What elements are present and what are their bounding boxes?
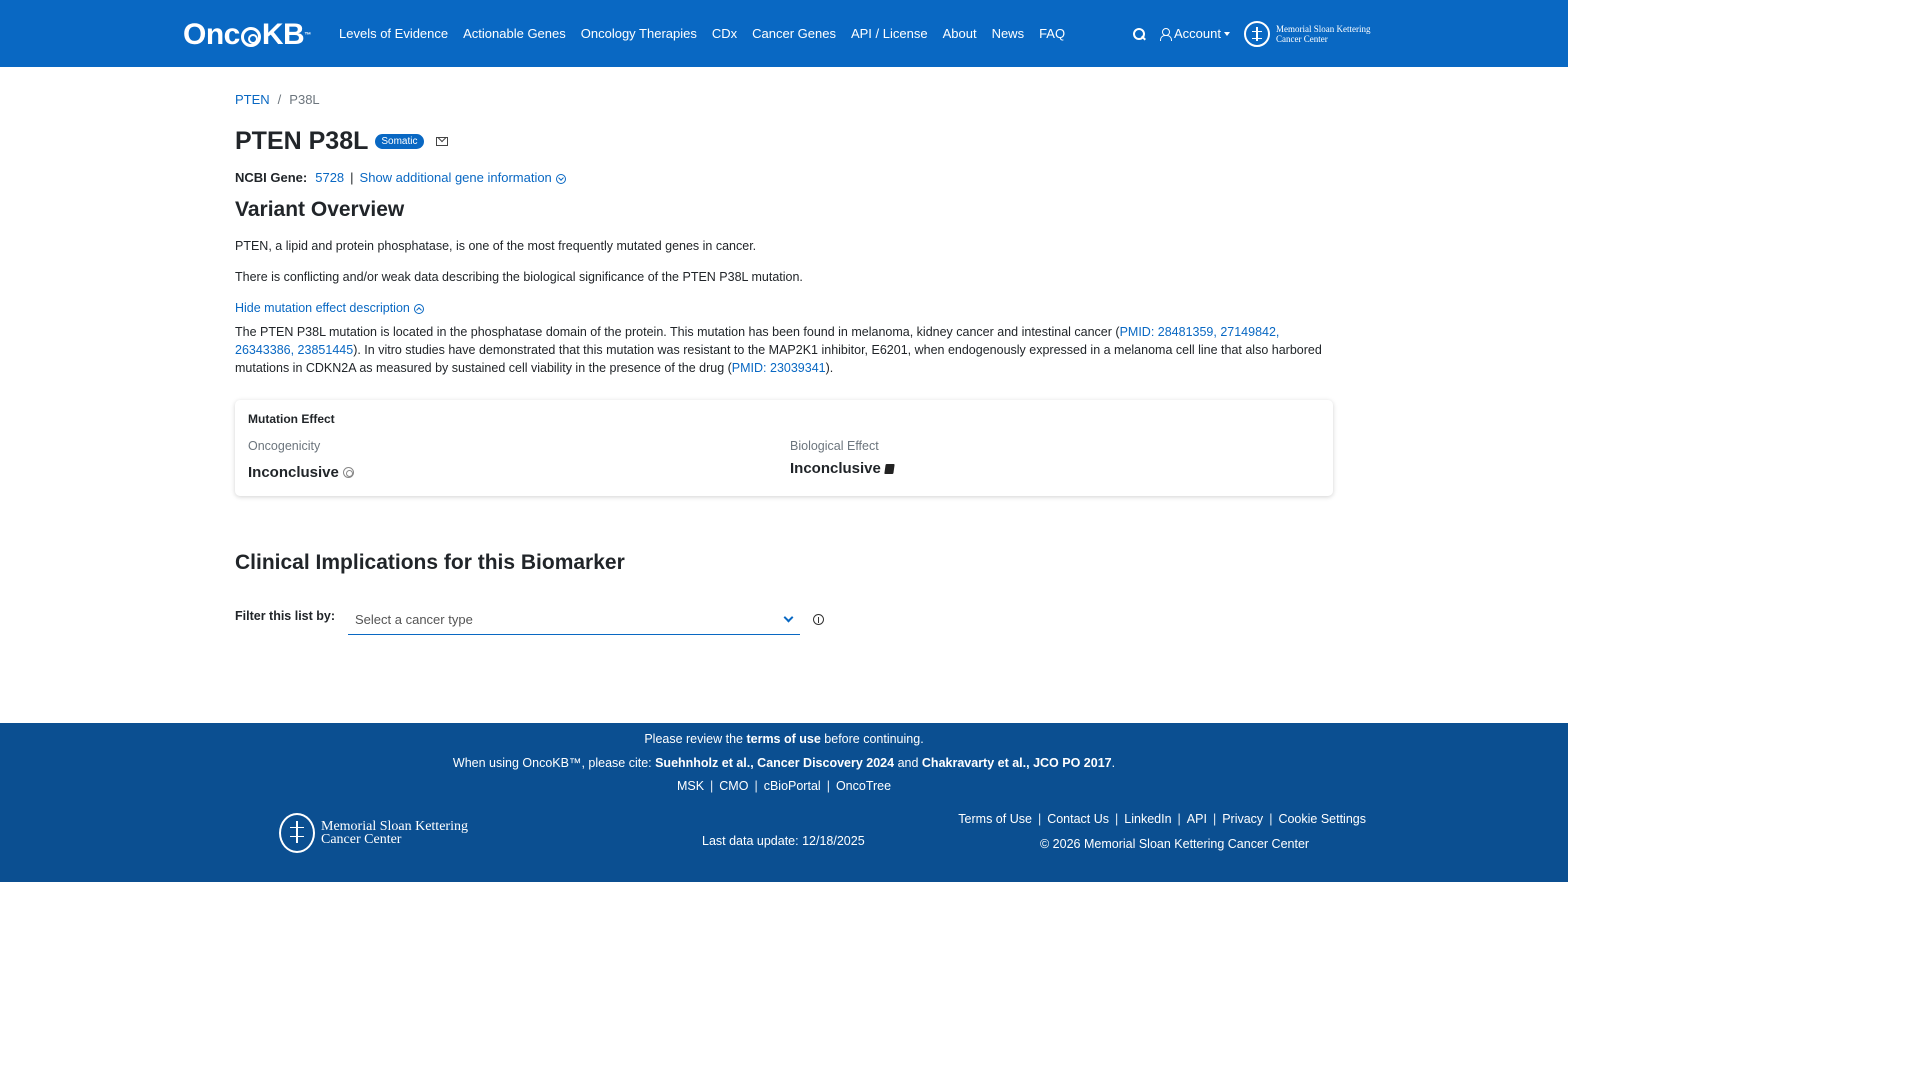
nav-links <box>339 0 1080 67</box>
citation-notice <box>0 756 1568 770</box>
nav-actionable-genes[interactable]: Actionable Genes <box>463 26 566 41</box>
footer-link-linkedin[interactable]: LinkedIn <box>1124 812 1172 826</box>
gene-summary: PTEN, a lipid and protein phosphatase, is one of the most frequently mutated genes in cancer. <box>235 239 757 253</box>
oncogenicity-value-text: Inconclusive <box>248 464 339 481</box>
hide-mutation-effect-toggle[interactable] <box>235 299 424 317</box>
mail-icon[interactable] <box>436 137 448 146</box>
oncogenicity-value <box>248 464 354 481</box>
variant-overview-heading: Variant Overview <box>235 198 405 221</box>
footer-msk-line2: Cancer Center <box>321 832 402 847</box>
footer-msk-emblem-icon <box>279 813 315 853</box>
citation-link-1[interactable]: Suehnholz et al., Cancer Discovery 2024 <box>655 756 895 770</box>
separator: | <box>1212 812 1217 826</box>
biological-effect-label: Biological Effect <box>790 439 879 453</box>
ncbi-gene-link[interactable]: 5728 <box>315 170 345 185</box>
pmid-link-group1[interactable]: PMID: 28481359, 27149842, 26343386, 23851445 <box>235 325 1280 357</box>
breadcrumb-gene-link[interactable]: PTEN <box>235 92 270 107</box>
footer-link-api[interactable]: API <box>1186 812 1207 826</box>
msk-line1: Memorial Sloan Kettering <box>1275 23 1371 34</box>
msk-logo-text <box>1276 24 1370 44</box>
show-gene-info-label: Show additional gene information <box>359 170 552 185</box>
citation-and: and <box>894 756 922 770</box>
pmid-link-group2[interactable]: PMID: 23039341 <box>731 361 826 375</box>
footer-msk-logo-text <box>321 820 468 846</box>
separator: | <box>826 779 830 793</box>
partner-link-cbioportal[interactable]: cBioPortal <box>763 779 821 793</box>
oncokb-logo[interactable] <box>183 17 311 53</box>
separator: | <box>754 779 758 793</box>
search-icon[interactable] <box>1132 27 1146 41</box>
nav-about[interactable]: About <box>942 26 977 41</box>
top-navbar <box>0 0 1568 67</box>
biological-effect-value-text: Inconclusive <box>790 460 881 477</box>
terms-notice-pre: Please review the <box>644 732 747 746</box>
variant-significance: There is conflicting and/or weak data describing the biological significance of the PTEN P38L mutation. <box>235 270 803 284</box>
desc-part1: The PTEN P38L mutation is located in the phosphatase domain of the protein. This mutation has been found in melanoma, kidney cancer and intestinal cancer ( <box>235 325 1120 339</box>
footer-msk-logo[interactable] <box>279 813 468 853</box>
breadcrumb-separator: / <box>277 92 282 107</box>
terms-notice-post: before continuing. <box>820 732 924 746</box>
partner-link-oncotree[interactable]: OncoTree <box>835 779 892 793</box>
breadcrumb <box>235 92 320 107</box>
desc-part3: ). <box>825 361 834 375</box>
nav-cdx[interactable]: CDx <box>711 26 738 41</box>
partner-links <box>0 779 1568 793</box>
cancer-type-placeholder: Select a cancer type <box>355 611 473 627</box>
user-icon <box>1160 28 1170 40</box>
gene-info-separator: | <box>350 170 354 185</box>
show-gene-info-toggle[interactable] <box>360 170 566 185</box>
mutation-effect-description <box>235 323 1330 377</box>
separator: | <box>710 779 714 793</box>
footer-msk-line1: Memorial Sloan Kettering <box>321 819 468 834</box>
terms-of-use-link[interactable]: terms of use <box>746 732 821 746</box>
footer-link-terms[interactable]: Terms of Use <box>958 812 1032 826</box>
partner-link-msk[interactable]: MSK <box>676 779 705 793</box>
hide-mutation-effect-label: Hide mutation effect description <box>235 301 410 315</box>
msk-emblem-icon <box>1244 21 1270 47</box>
gene-info-row <box>235 170 566 185</box>
footer-link-contact[interactable]: Contact Us <box>1047 812 1110 826</box>
footer-links <box>958 812 1366 826</box>
citation-link-2[interactable]: Chakravarty et al., JCO PO 2017 <box>921 756 1112 770</box>
desc-part2: ). In vitro studies have demonstrated that this mutation was resistant to the MAP2K1 inhibitor, E6201, when endogenously expressed in a melanoma cell line that also harbored mutations in CDKN2A as measured by sustained cell viability in the presence of the drug ( <box>235 343 1322 375</box>
footer-link-cookie-settings[interactable]: Cookie Settings <box>1278 812 1366 826</box>
nav-oncology-therapies[interactable]: Oncology Therapies <box>580 26 697 41</box>
separator: | <box>1037 812 1042 826</box>
last-data-update: Last data update: 12/18/2025 <box>702 834 865 848</box>
msk-logo[interactable] <box>1244 21 1370 47</box>
terms-notice <box>0 732 1568 746</box>
logo-trademark: ™ <box>304 32 311 39</box>
nav-right <box>1132 0 1370 67</box>
account-dropdown[interactable] <box>1160 26 1230 41</box>
nav-faq[interactable]: FAQ <box>1039 26 1066 41</box>
ncbi-gene-label: NCBI Gene: <box>235 170 308 185</box>
logo-text-post: KB <box>261 18 305 51</box>
footer-link-privacy[interactable]: Privacy <box>1222 812 1264 826</box>
oncogenicity-icon <box>343 467 354 478</box>
account-label: Account <box>1174 26 1221 41</box>
nav-news[interactable]: News <box>991 26 1025 41</box>
citation-end: . <box>1111 756 1116 770</box>
nav-cancer-genes[interactable]: Cancer Genes <box>752 26 836 41</box>
title-row <box>235 127 448 156</box>
clinical-implications-heading: Clinical Implications for this Biomarker <box>235 551 625 574</box>
chevron-up-circle-icon <box>414 304 424 314</box>
citation-pre: When using OncoKB™, please cite: <box>452 756 656 770</box>
somatic-badge: Somatic <box>375 134 423 149</box>
filter-row <box>235 604 824 635</box>
msk-line2: Cancer Center <box>1275 33 1328 44</box>
book-icon <box>884 464 894 474</box>
breadcrumb-variant: P38L <box>289 92 320 107</box>
separator: | <box>1269 812 1273 826</box>
copyright: © 2026 Memorial Sloan Kettering Cancer Center <box>1040 837 1310 851</box>
page-title: PTEN P38L <box>235 127 369 155</box>
separator: | <box>1177 812 1181 826</box>
oncogenicity-label: Oncogenicity <box>248 439 321 453</box>
partner-link-cmo[interactable]: CMO <box>719 779 749 793</box>
logo-ring-icon <box>241 27 261 47</box>
filter-label: Filter this list by: <box>235 609 336 623</box>
cancer-type-select[interactable] <box>348 604 800 635</box>
footer <box>0 723 1568 882</box>
biological-effect-value <box>790 460 894 477</box>
nav-api-license[interactable]: API / License <box>850 26 928 41</box>
chevron-down-icon <box>784 612 794 622</box>
info-icon[interactable] <box>813 614 824 625</box>
mutation-effect-heading: Mutation Effect <box>248 412 335 426</box>
logo-text-pre: Onc <box>183 18 240 51</box>
nav-levels-of-evidence[interactable]: Levels of Evidence <box>339 26 449 41</box>
mutation-effect-card <box>235 400 1333 496</box>
separator: | <box>1115 812 1119 826</box>
caret-down-icon <box>1224 32 1230 36</box>
chevron-down-circle-icon <box>556 174 566 184</box>
